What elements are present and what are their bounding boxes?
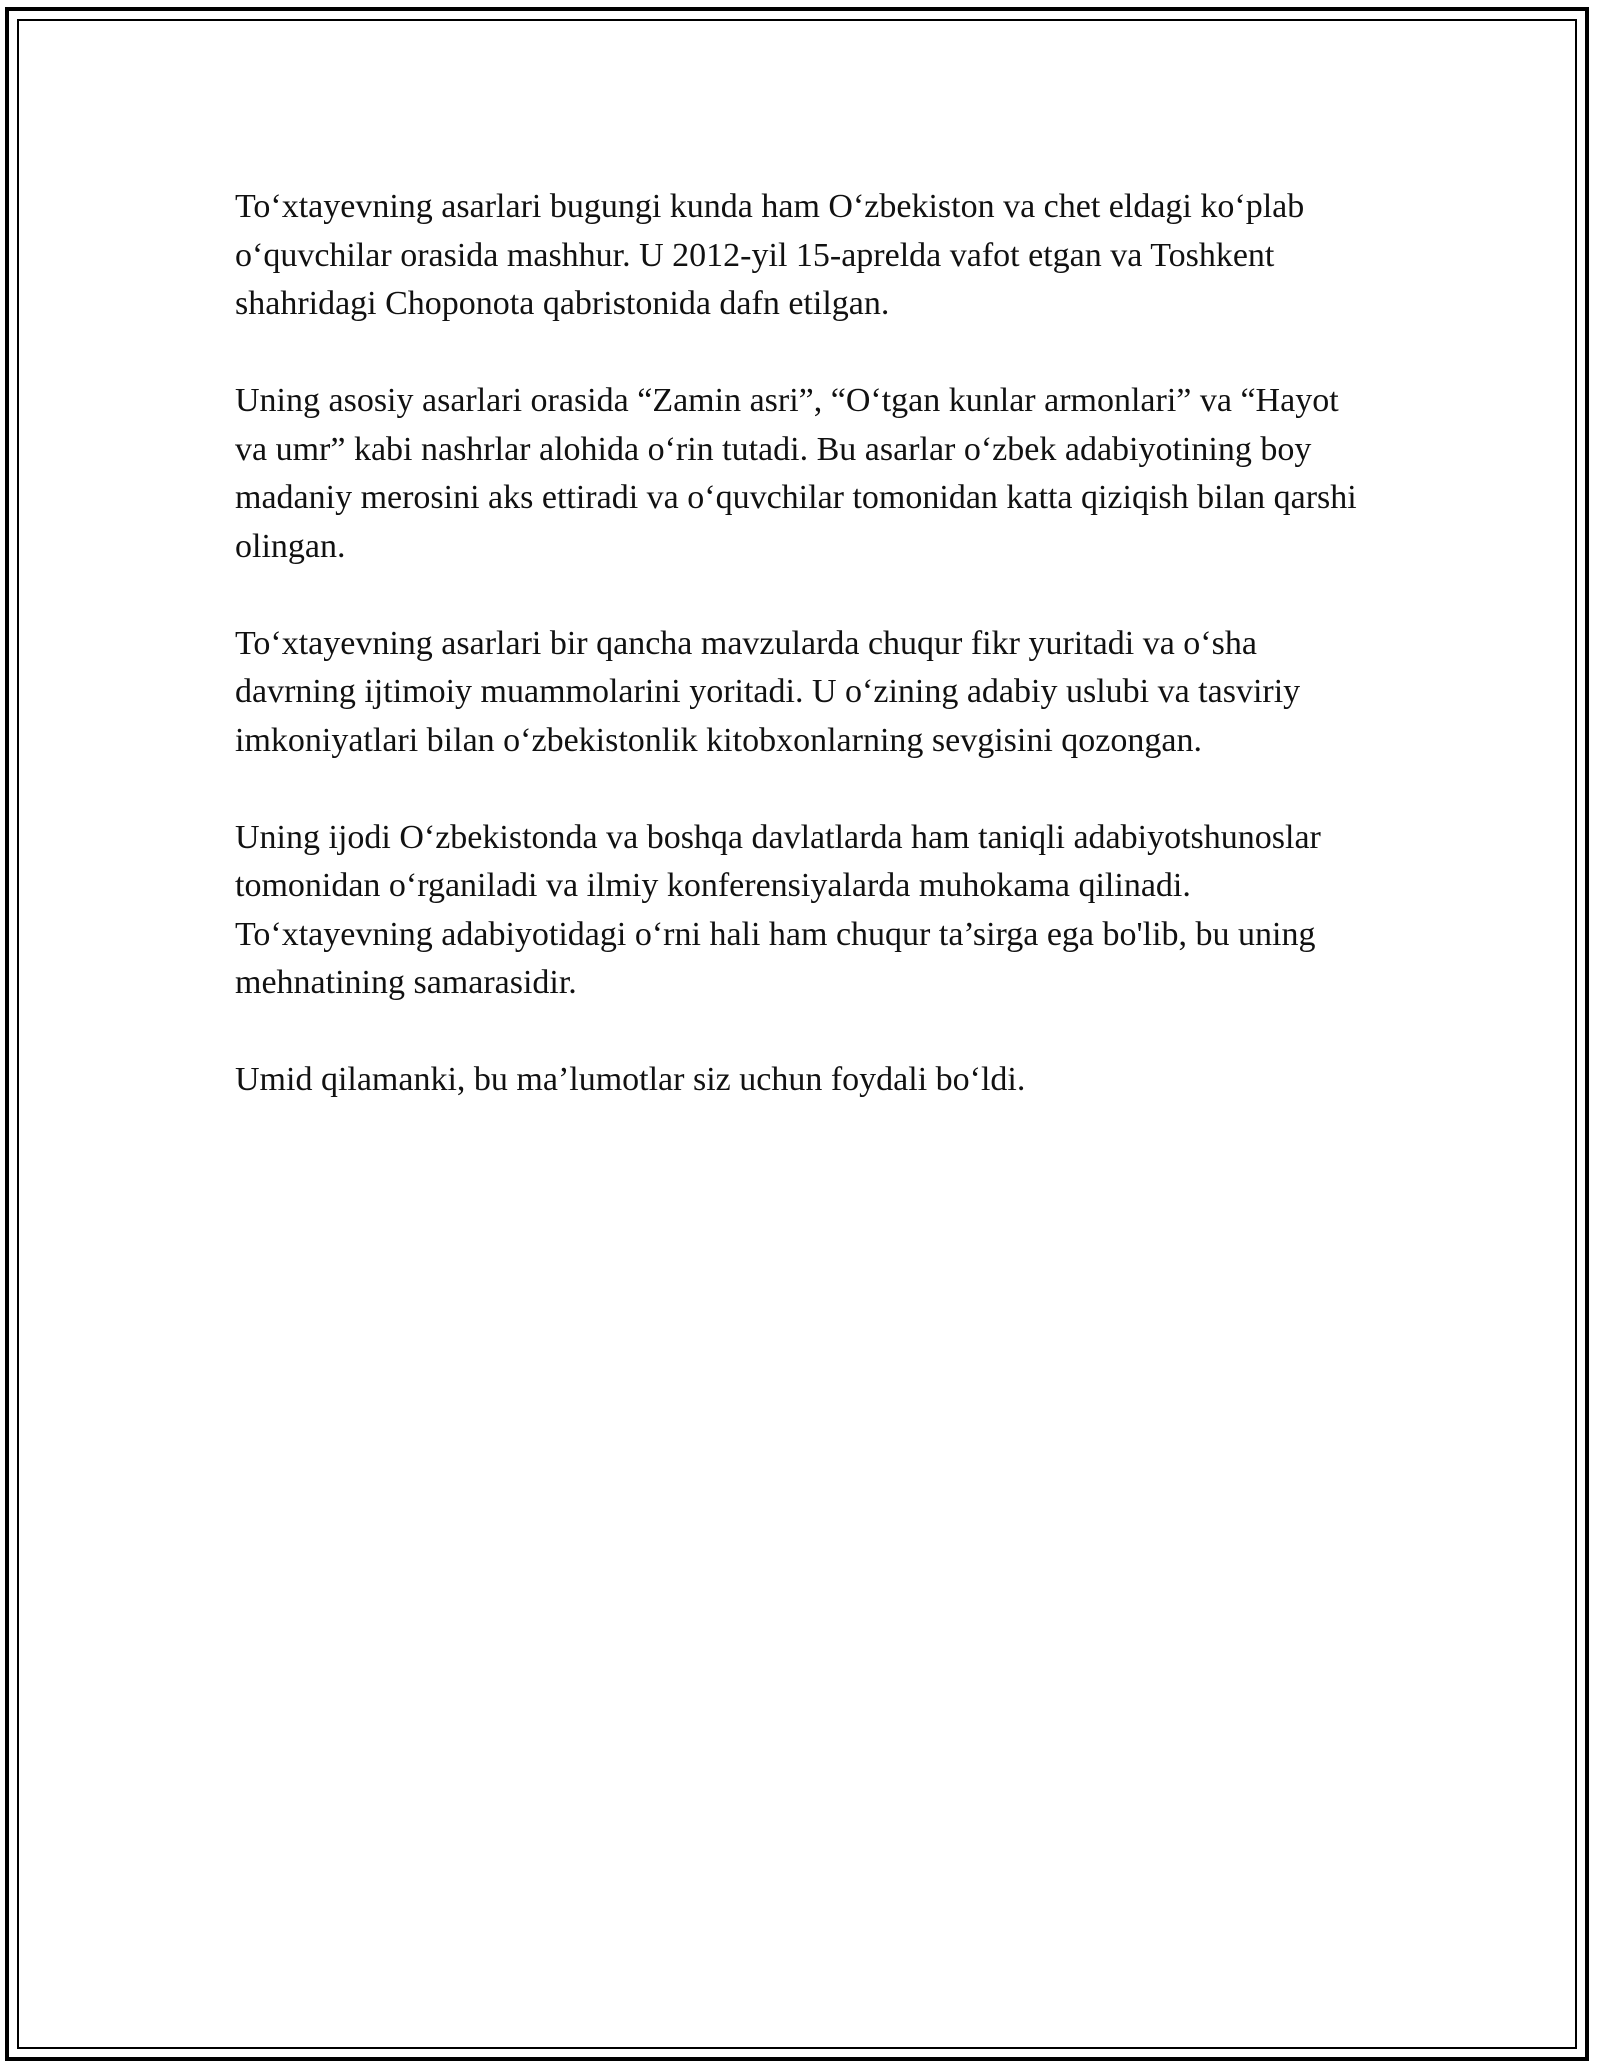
paragraph-1: To‘xtayevning asarlari bugungi kunda ham O‘zbekiston va chet eldagi ko‘plab o‘quvchilar orasida mashhur. U 2012-yil 15-aprelda vafot etgan va Toshkent shahridagi Choponota qabristonida dafn etilgan.	[235, 188, 1305, 322]
paragraph-4: Uning ijodi O‘zbekistonda va boshqa davlatlarda ham taniqli adabiyotshunoslar tomonidan o‘rganiladi va ilmiy konferensiyalarda muhokama qilinadi. To‘xtayevning adabiyotidagi o‘rni hali ham chuqur ta’sirga ega bo'lib, bu uning mehnatining samarasidir.	[235, 818, 1321, 1001]
paragraph-3: To‘xtayevning asarlari bir qancha mavzularda chuqur fikr yuritadi va o‘sha davrning ijtimoiy muammolarini yoritadi. U o‘zining adabiy uslubi va tasviriy imkoniyatlari bilan o‘zbekistonlik kitobxonlarning sevgisini qozongan.	[235, 624, 1301, 759]
document-body	[235, 183, 1375, 1153]
paragraph-5: Umid qilamanki, bu ma’lumotlar siz uchun foydali bo‘ldi.	[235, 1061, 1026, 1098]
paragraph-2: Uning asosiy asarlari orasida “Zamin asri”, “O‘tgan kunlar armonlari” va “Hayot va umr” kabi nashrlar alohida o‘rin tutadi. Bu asarlar o‘zbek adabiyotining boy madaniy merosini aks ettiradi va o‘quvchilar tomonidan katta qiziqish bilan qarshi olingan.	[235, 382, 1357, 565]
